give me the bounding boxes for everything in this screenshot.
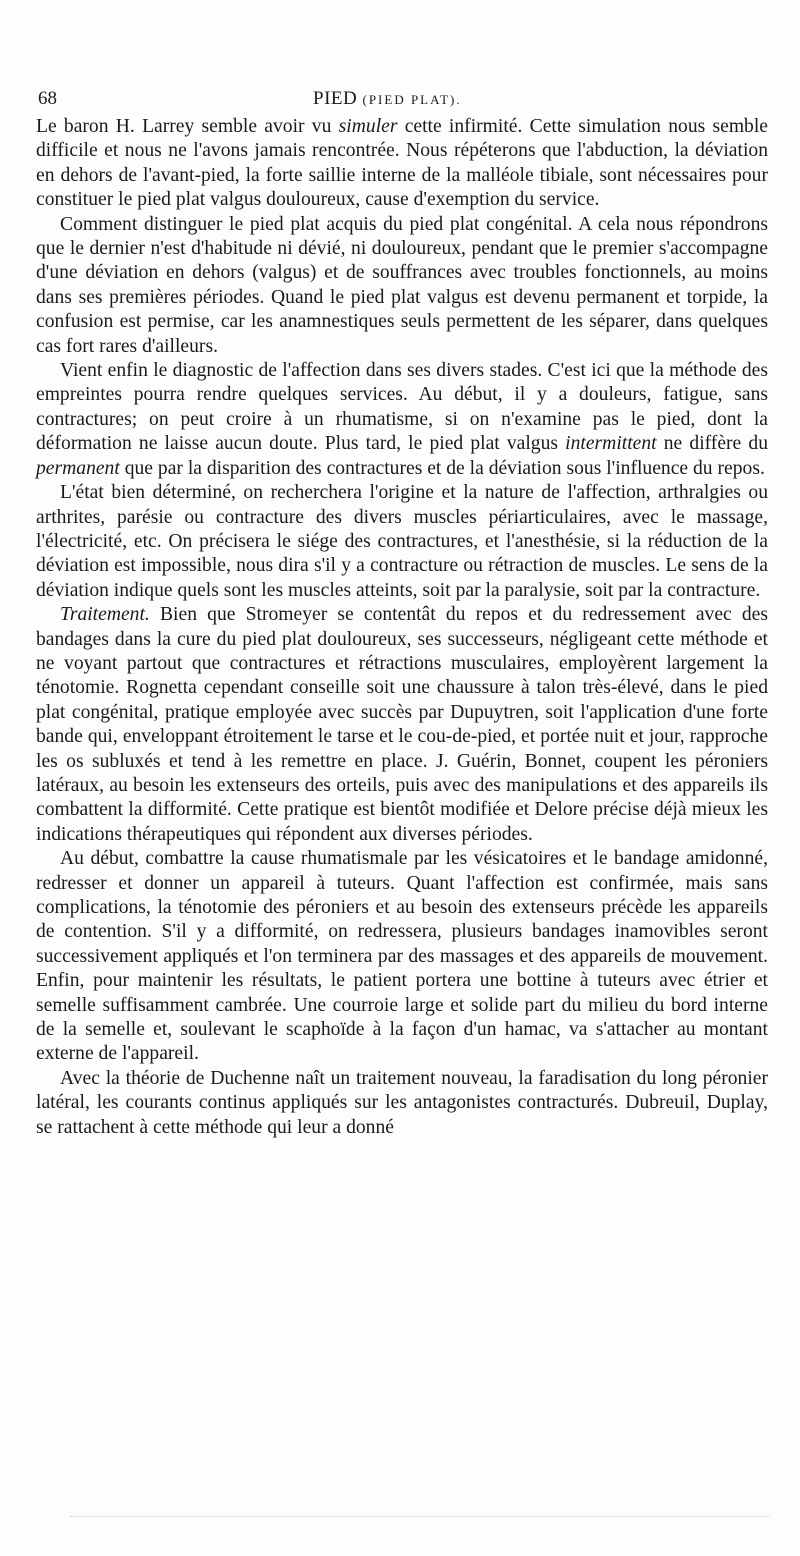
page-number: 68	[38, 88, 57, 109]
running-head	[38, 86, 768, 112]
paragraph	[36, 847, 768, 1067]
italic-text: simuler	[338, 116, 398, 137]
paragraph-text: cette infirmité. Cette simulation nous semble difficile et nous ne l'avons jamais rencontrée. Nous répéterons que l'abduction, la déviation en dehors de l'avant-pied, la forte saillie interne de la malléole tibiale, sont nécessaires pour constituer le pied plat valgus douloureux, cause d'exemption du service.	[36, 116, 768, 211]
paragraph-text: L'état bien déterminé, on recherchera l'origine et la nature de l'affection, arthralgies ou arthrites, parésie ou contracture des divers muscles périarticulaires, avec le massage, l'électricité, etc. On précisera le siége des contractures, et l'anesthésie, si la réduction de la déviation est impossible, nous dira s'il y a contracture ou rétraction de muscles. Le sens de la déviation indique quels sont les muscles atteints, soit par la paralysie, soit par la contracture.	[36, 482, 768, 601]
paragraph	[36, 1067, 768, 1140]
italic-text: intermittent	[565, 433, 657, 455]
paragraph	[36, 481, 768, 603]
paragraph	[36, 359, 768, 481]
paragraph-text: Le baron H. Larrey semble avoir vu	[36, 116, 339, 137]
paragraph-text: Bien que Stromeyer se contentât du repos et du redressement avec des bandages dans la cure du pied plat douloureux, ses successeurs, négligeant cette méthode et ne voyant partout que contractures et rétractions musculaires, employèrent largement la ténotomie. Rognetta cependant conseille soit une chaussure à talon très-élevé, dans le pied plat congénital, pratique employée avec succès par Dupuytren, soit l'application d'une forte bande qui, enveloppant étroitement le tarse et le cou-de-pied, et portée nuit et jour, rapproche les os subluxés et tend à les remettre en place. J. Guérin, Bonnet, coupent les péroniers latéraux, au besoin les extenseurs des orteils, puis avec des manipulations et des appareils ils combattent la difformité. Cette pratique est bientôt modifiée et Delore précise déjà mieux les indications thérapeutiques qui répondent aux diverses périodes.	[36, 604, 768, 845]
paragraph-text: Avec la théorie de Duchenne naît un traitement nouveau, la faradisation du long péronier latéral, les courants continus appliqués sur les antagonistes contracturés. Dubreuil, Duplay, se rattachent à cette méthode qui leur a donné	[36, 1067, 768, 1138]
running-title-main: PIED	[313, 88, 358, 109]
paragraph-text: Comment distinguer le pied plat acquis du pied plat congénital. A cela nous répondrons que le dernier n'est d'habitude ni dévié, ni douloureux, pendant que le premier s'accompagne d'une déviation en dehors (valgus) et de souffrances avec troubles fonctionnels, au moins dans ses premières périodes. Quand le pied plat valgus est devenu permanent et torpide, la confusion est permise, car les anamnestiques seuls permettent de les séparer, dans quelques cas fort rares d'ailleurs.	[36, 213, 768, 357]
italic-text: permanent	[36, 457, 120, 479]
paragraph-text: que par la disparition des contractures et de la déviation sous l'influence du repos.	[119, 457, 765, 479]
paragraph	[36, 115, 768, 213]
paragraph	[36, 213, 768, 359]
paragraph-text: Au début, combattre la cause rhumatismale par les vésicatoires et le bandage amidonné, redresser et donner un appareil à tuteurs. Quant l'affection est confirmée, mais sans complications, la ténotomie des péroniers et au besoin des extenseurs précède les appareils de contention. S'il y a difformité, on redressera, plusieurs bandages inamovibles seront successivement appliqués et l'on terminera par des massages et des appareils de mouvement. Enfin, pour maintenir les résultats, le patient portera une bottine à tuteurs avec étrier et semelle suffisamment cambrée. Une courroie large et solide part du milieu du bord interne de la semelle et, soulevant le scaphoïde à la façon d'un hamac, va s'attacher au montant externe de l'appareil.	[36, 848, 768, 1065]
paragraph-text: ne diffère du	[656, 433, 768, 455]
running-title-sub: (PIED PLAT).	[362, 92, 462, 107]
paragraph	[36, 603, 768, 847]
body-text	[36, 115, 768, 1140]
bleed-through-trace	[70, 1516, 770, 1519]
paragraph-text: Vient enfin le diagnostic de l'affection dans ses divers stades. C'est ici que la méthode des empreintes pourra rendre quelques services. Au début, il y a douleurs, fatigue, sans contractures; on peut croire à un rhumatisme, si on n'examine pas le pied, dont la déformation ne laisse aucun doute. Plus tard, le pied plat valgus	[36, 360, 768, 455]
italic-text: Traitement.	[60, 604, 150, 626]
running-title	[313, 86, 462, 113]
